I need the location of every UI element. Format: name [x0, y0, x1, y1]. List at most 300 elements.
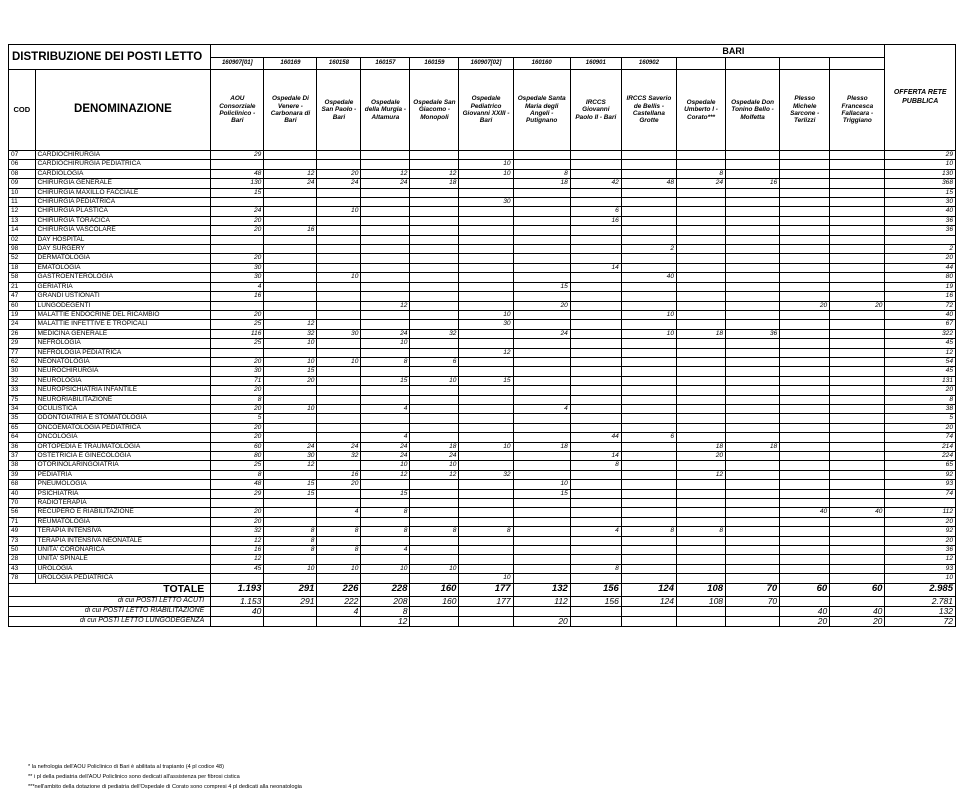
bed-count-cell [264, 508, 317, 517]
bed-count-cell [410, 254, 459, 263]
offerta-total-cell: 10 [885, 160, 956, 169]
bed-count-cell: 14 [570, 263, 621, 272]
bed-count-cell [780, 320, 830, 329]
bed-count-cell [513, 357, 570, 366]
bed-count-cell [621, 348, 676, 357]
ward-code: 39 [9, 470, 36, 479]
ward-code: 56 [9, 508, 36, 517]
bed-count-cell [726, 348, 780, 357]
bed-count-cell: 6 [410, 357, 459, 366]
bed-count-cell [830, 329, 885, 338]
ward-name: NEONATOLOGIA [35, 357, 211, 366]
bed-count-cell [830, 179, 885, 188]
bed-count-cell [317, 310, 361, 319]
table-row [9, 207, 956, 216]
bed-count-cell [780, 188, 830, 197]
bed-count-cell [410, 404, 459, 413]
bed-count-cell [264, 555, 317, 564]
bed-count-cell [780, 386, 830, 395]
bed-count-cell [361, 207, 410, 216]
bed-count-cell [726, 574, 780, 583]
bed-count-cell [780, 442, 830, 451]
hospital-code-header: 160169 [264, 58, 317, 70]
bed-count-cell [830, 546, 885, 555]
bed-count-cell [264, 386, 317, 395]
offerta-total-cell: 40 [885, 207, 956, 216]
bed-count-cell: 20 [211, 216, 264, 225]
bed-count-cell: 8 [264, 527, 317, 536]
bed-count-cell [410, 386, 459, 395]
bed-count-cell: 80 [211, 452, 264, 461]
ward-code: 34 [9, 404, 36, 413]
bed-count-cell [513, 386, 570, 395]
hospital-code-header: 160901 [570, 58, 621, 70]
ward-code: 40 [9, 489, 36, 498]
bed-distribution-table [8, 44, 956, 627]
bed-count-cell [780, 546, 830, 555]
bed-count-cell [780, 395, 830, 404]
bed-count-cell [570, 574, 621, 583]
bed-count-cell [830, 263, 885, 272]
table-row [9, 499, 956, 508]
bed-count-cell [570, 348, 621, 357]
bed-count-cell [459, 329, 513, 338]
bed-count-cell [361, 273, 410, 282]
bed-count-cell [361, 160, 410, 169]
bed-count-cell [830, 348, 885, 357]
bed-count-cell [317, 555, 361, 564]
bed-count-cell: 16 [726, 179, 780, 188]
bed-count-cell: 8 [361, 357, 410, 366]
totale-cell: 160 [410, 583, 459, 596]
subtotal-cell [726, 606, 780, 616]
bed-count-cell [317, 320, 361, 329]
bed-count-cell [726, 357, 780, 366]
bed-count-cell [726, 433, 780, 442]
bed-count-cell [726, 320, 780, 329]
bed-count-cell: 16 [264, 226, 317, 235]
bed-count-cell [677, 263, 726, 272]
bed-count-cell [621, 357, 676, 366]
subtotal-row [9, 596, 956, 606]
bed-count-cell: 10 [459, 160, 513, 169]
bed-count-cell: 24 [677, 179, 726, 188]
bed-count-cell: 10 [459, 310, 513, 319]
bed-count-cell [410, 508, 459, 517]
bed-count-cell [211, 235, 264, 244]
bed-count-cell [780, 433, 830, 442]
bed-count-cell [677, 414, 726, 423]
bed-count-cell: 20 [211, 433, 264, 442]
offerta-total-cell: 224 [885, 452, 956, 461]
bed-count-cell [317, 245, 361, 254]
bed-count-cell [780, 292, 830, 301]
bed-count-cell: 45 [211, 564, 264, 573]
ward-code: 64 [9, 433, 36, 442]
bed-count-cell [410, 151, 459, 160]
bed-count-cell [570, 470, 621, 479]
bed-count-cell [211, 574, 264, 583]
bed-count-cell [410, 320, 459, 329]
subtotal-cell [570, 616, 621, 626]
bed-count-cell [677, 357, 726, 366]
bed-count-cell [264, 282, 317, 291]
ward-code: 30 [9, 367, 36, 376]
bed-count-cell [780, 226, 830, 235]
bed-count-cell [780, 357, 830, 366]
bed-count-cell [780, 151, 830, 160]
bed-count-cell [780, 564, 830, 573]
bed-count-cell: 30 [211, 367, 264, 376]
bed-count-cell [780, 555, 830, 564]
bed-count-cell [677, 555, 726, 564]
bed-count-cell [264, 273, 317, 282]
ward-name: NEUROCHIRURGIA [35, 367, 211, 376]
bed-count-cell [459, 301, 513, 310]
bed-count-cell [317, 395, 361, 404]
bed-count-cell [513, 423, 570, 432]
bed-count-cell [677, 160, 726, 169]
totale-cell: 70 [726, 583, 780, 596]
bed-count-cell [726, 151, 780, 160]
ward-name: TERAPIA INTENSIVA [35, 527, 211, 536]
bed-count-cell: 8 [677, 527, 726, 536]
bed-count-cell [621, 216, 676, 225]
ward-code: 62 [9, 357, 36, 366]
subtotal-cell: 177 [459, 596, 513, 606]
table-row [9, 160, 956, 169]
table-row [9, 404, 956, 413]
bed-count-cell [677, 207, 726, 216]
bed-count-cell [459, 282, 513, 291]
bed-count-cell [677, 254, 726, 263]
ward-name: RADIOTERAPIA [35, 499, 211, 508]
bed-count-cell: 8 [211, 470, 264, 479]
table-row [9, 470, 956, 479]
bed-count-cell [621, 536, 676, 545]
bed-count-cell: 14 [570, 452, 621, 461]
ward-code: 14 [9, 226, 36, 235]
bed-count-cell: 24 [211, 207, 264, 216]
bed-count-cell [264, 198, 317, 207]
ward-code: 71 [9, 517, 36, 526]
bed-count-cell [361, 282, 410, 291]
bed-count-cell [780, 376, 830, 385]
hospital-name-header: Plesso Francesca Fallacara - Triggiano [830, 70, 885, 151]
bed-count-cell [570, 320, 621, 329]
bed-count-cell [830, 310, 885, 319]
bed-count-cell [830, 216, 885, 225]
bed-count-cell [264, 499, 317, 508]
ward-code: 60 [9, 301, 36, 310]
offerta-total-cell: 20 [885, 517, 956, 526]
bed-count-cell: 18 [513, 442, 570, 451]
bed-count-cell [459, 367, 513, 376]
bed-count-cell: 8 [317, 527, 361, 536]
bed-count-cell [211, 348, 264, 357]
bed-count-cell [621, 386, 676, 395]
bed-count-cell [410, 235, 459, 244]
bed-count-cell: 8 [570, 564, 621, 573]
bed-count-cell [621, 207, 676, 216]
bed-count-cell [513, 564, 570, 573]
bed-count-cell: 8 [570, 461, 621, 470]
ward-code: 02 [9, 235, 36, 244]
offerta-total-cell: 20 [885, 536, 956, 545]
offerta-total-cell: 36 [885, 226, 956, 235]
bed-count-cell: 20 [317, 169, 361, 178]
bed-count-cell [780, 489, 830, 498]
totale-cell: 124 [621, 583, 676, 596]
bed-count-cell [677, 564, 726, 573]
table-row [9, 527, 956, 536]
bed-count-cell: 12 [677, 470, 726, 479]
ward-name: ONCOLOGIA [35, 433, 211, 442]
bed-count-cell [780, 310, 830, 319]
ward-name: GERIATRIA [35, 282, 211, 291]
bed-count-cell [726, 160, 780, 169]
ward-code: 65 [9, 423, 36, 432]
offerta-total-cell: 93 [885, 564, 956, 573]
table-row [9, 320, 956, 329]
hospital-name-header: Ospedale Umberto I - Corato*** [677, 70, 726, 151]
bed-count-cell [459, 245, 513, 254]
bed-count-cell: 15 [361, 489, 410, 498]
bed-count-cell [830, 254, 885, 263]
bed-count-cell [780, 404, 830, 413]
bed-count-cell [513, 376, 570, 385]
ward-name: CHIRURGIA PEDIATRICA [35, 198, 211, 207]
bed-count-cell: 30 [211, 273, 264, 282]
bed-count-cell [677, 546, 726, 555]
ward-code: 37 [9, 452, 36, 461]
bed-count-cell [780, 527, 830, 536]
bed-count-cell: 6 [621, 433, 676, 442]
bed-count-cell [780, 207, 830, 216]
ward-code: 49 [9, 527, 36, 536]
bed-count-cell [410, 263, 459, 272]
ward-code: 08 [9, 169, 36, 178]
bed-count-cell: 12 [410, 470, 459, 479]
bed-count-cell [459, 555, 513, 564]
bed-count-cell [726, 527, 780, 536]
ward-code: 32 [9, 376, 36, 385]
ward-code: 12 [9, 207, 36, 216]
bed-count-cell [317, 367, 361, 376]
bed-count-cell [513, 273, 570, 282]
ward-name: CARDIOLOGIA [35, 169, 211, 178]
bed-count-cell [459, 395, 513, 404]
ward-name: UROLOGIA [35, 564, 211, 573]
bed-count-cell [830, 499, 885, 508]
subtotal-row [9, 616, 956, 626]
bed-count-cell [317, 386, 361, 395]
bed-count-cell [513, 367, 570, 376]
ward-code: 28 [9, 555, 36, 564]
bed-count-cell [513, 254, 570, 263]
offerta-total-cell: 20 [885, 254, 956, 263]
bed-count-cell [830, 367, 885, 376]
subtotal-cell [621, 606, 676, 616]
bed-count-cell [570, 508, 621, 517]
table-row [9, 536, 956, 545]
bed-count-cell [459, 480, 513, 489]
subtotal-cell: 40 [211, 606, 264, 616]
bed-count-cell [621, 404, 676, 413]
bed-count-cell: 8 [361, 508, 410, 517]
bed-count-cell [830, 188, 885, 197]
bed-count-cell [513, 226, 570, 235]
hospital-name-header: Ospedale Don Tonino Bello - Molfetta [726, 70, 780, 151]
bed-count-cell [264, 301, 317, 310]
ward-code: 75 [9, 395, 36, 404]
bed-count-cell [830, 404, 885, 413]
totale-cell: 60 [830, 583, 885, 596]
bed-count-cell [677, 151, 726, 160]
bed-count-cell [317, 235, 361, 244]
bed-count-cell [361, 499, 410, 508]
bed-count-cell [317, 301, 361, 310]
bed-count-cell [513, 470, 570, 479]
bed-count-cell [830, 292, 885, 301]
subtotal-cell [570, 606, 621, 616]
bed-count-cell [361, 367, 410, 376]
bed-count-cell [780, 198, 830, 207]
bed-count-cell [513, 348, 570, 357]
offerta-total-cell: 44 [885, 263, 956, 272]
totale-cell: 177 [459, 583, 513, 596]
bed-count-cell [621, 263, 676, 272]
bed-count-cell: 18 [410, 442, 459, 451]
subtotal-row [9, 606, 956, 616]
bed-count-cell [726, 169, 780, 178]
bed-count-cell: 12 [264, 169, 317, 178]
bed-count-cell [459, 499, 513, 508]
bed-count-cell [459, 188, 513, 197]
bed-count-cell [513, 433, 570, 442]
bed-count-cell [780, 517, 830, 526]
table-row [9, 198, 956, 207]
bed-count-cell [459, 273, 513, 282]
bed-count-cell [677, 235, 726, 244]
bed-count-cell [621, 376, 676, 385]
bed-count-cell [570, 517, 621, 526]
ward-code: 50 [9, 546, 36, 555]
ward-code: 18 [9, 263, 36, 272]
bed-count-cell: 130 [211, 179, 264, 188]
bed-count-cell [410, 395, 459, 404]
bed-count-cell [621, 442, 676, 451]
bed-count-cell [264, 254, 317, 263]
bed-count-cell [621, 226, 676, 235]
bed-count-cell [410, 536, 459, 545]
bed-count-cell [830, 395, 885, 404]
offerta-total-cell: 45 [885, 339, 956, 348]
bed-count-cell: 25 [211, 320, 264, 329]
bed-count-cell [459, 546, 513, 555]
bed-count-cell [211, 245, 264, 254]
subtotal-cell: 222 [317, 596, 361, 606]
bed-count-cell [410, 414, 459, 423]
bed-count-cell [513, 395, 570, 404]
table-row [9, 273, 956, 282]
bed-count-cell: 8 [513, 169, 570, 178]
bed-count-cell: 36 [726, 329, 780, 338]
table-row [9, 235, 956, 244]
bed-count-cell: 20 [211, 357, 264, 366]
bed-count-cell [621, 320, 676, 329]
bed-count-cell [726, 414, 780, 423]
hospital-code-header [780, 58, 830, 70]
bed-count-cell [317, 198, 361, 207]
bed-count-cell [570, 188, 621, 197]
bed-count-cell [830, 517, 885, 526]
subtotal-label: di cui POSTI LETTO ACUTI [9, 596, 211, 606]
bed-count-cell [513, 245, 570, 254]
table-row [9, 414, 956, 423]
bed-count-cell: 20 [211, 404, 264, 413]
ward-code: 10 [9, 188, 36, 197]
bed-count-cell [780, 179, 830, 188]
bed-count-cell [410, 546, 459, 555]
bed-count-cell: 24 [361, 452, 410, 461]
bed-count-cell [361, 555, 410, 564]
table-row [9, 546, 956, 555]
offerta-total-cell: 20 [885, 423, 956, 432]
bed-count-cell [780, 339, 830, 348]
ward-name: LUNGODEGENTI [35, 301, 211, 310]
table-row [9, 301, 956, 310]
bed-count-cell [830, 423, 885, 432]
bed-count-cell: 12 [264, 320, 317, 329]
bed-count-cell [780, 470, 830, 479]
bed-count-cell [830, 245, 885, 254]
table-row [9, 395, 956, 404]
subtotal-cell [677, 606, 726, 616]
bed-count-cell: 4 [361, 404, 410, 413]
bed-count-cell [621, 198, 676, 207]
offerta-total-cell: 65 [885, 461, 956, 470]
bed-count-cell: 15 [513, 282, 570, 291]
subtotal-offerta-cell: 2.781 [885, 596, 956, 606]
bed-count-cell [459, 508, 513, 517]
bed-count-cell: 8 [361, 527, 410, 536]
bed-count-cell [264, 470, 317, 479]
ward-name: PSICHIATRIA [35, 489, 211, 498]
bed-count-cell [211, 499, 264, 508]
bed-count-cell [513, 235, 570, 244]
bed-count-cell [621, 367, 676, 376]
table-row [9, 292, 956, 301]
bed-count-cell [830, 414, 885, 423]
bed-count-cell [211, 160, 264, 169]
bed-count-cell [677, 517, 726, 526]
bed-count-cell [780, 329, 830, 338]
bed-count-cell: 10 [621, 329, 676, 338]
ward-name: PNEUMOLOGIA [35, 480, 211, 489]
bed-count-cell: 20 [211, 310, 264, 319]
subtotal-cell [459, 616, 513, 626]
bed-count-cell [726, 555, 780, 564]
subtotal-cell: 20 [780, 616, 830, 626]
ward-name: NEFROLOGIA [35, 339, 211, 348]
bed-count-cell: 12 [361, 470, 410, 479]
offerta-total-cell: 54 [885, 357, 956, 366]
bed-count-cell [361, 386, 410, 395]
table-row [9, 179, 956, 188]
bed-count-cell: 10 [459, 574, 513, 583]
bed-count-cell [361, 216, 410, 225]
